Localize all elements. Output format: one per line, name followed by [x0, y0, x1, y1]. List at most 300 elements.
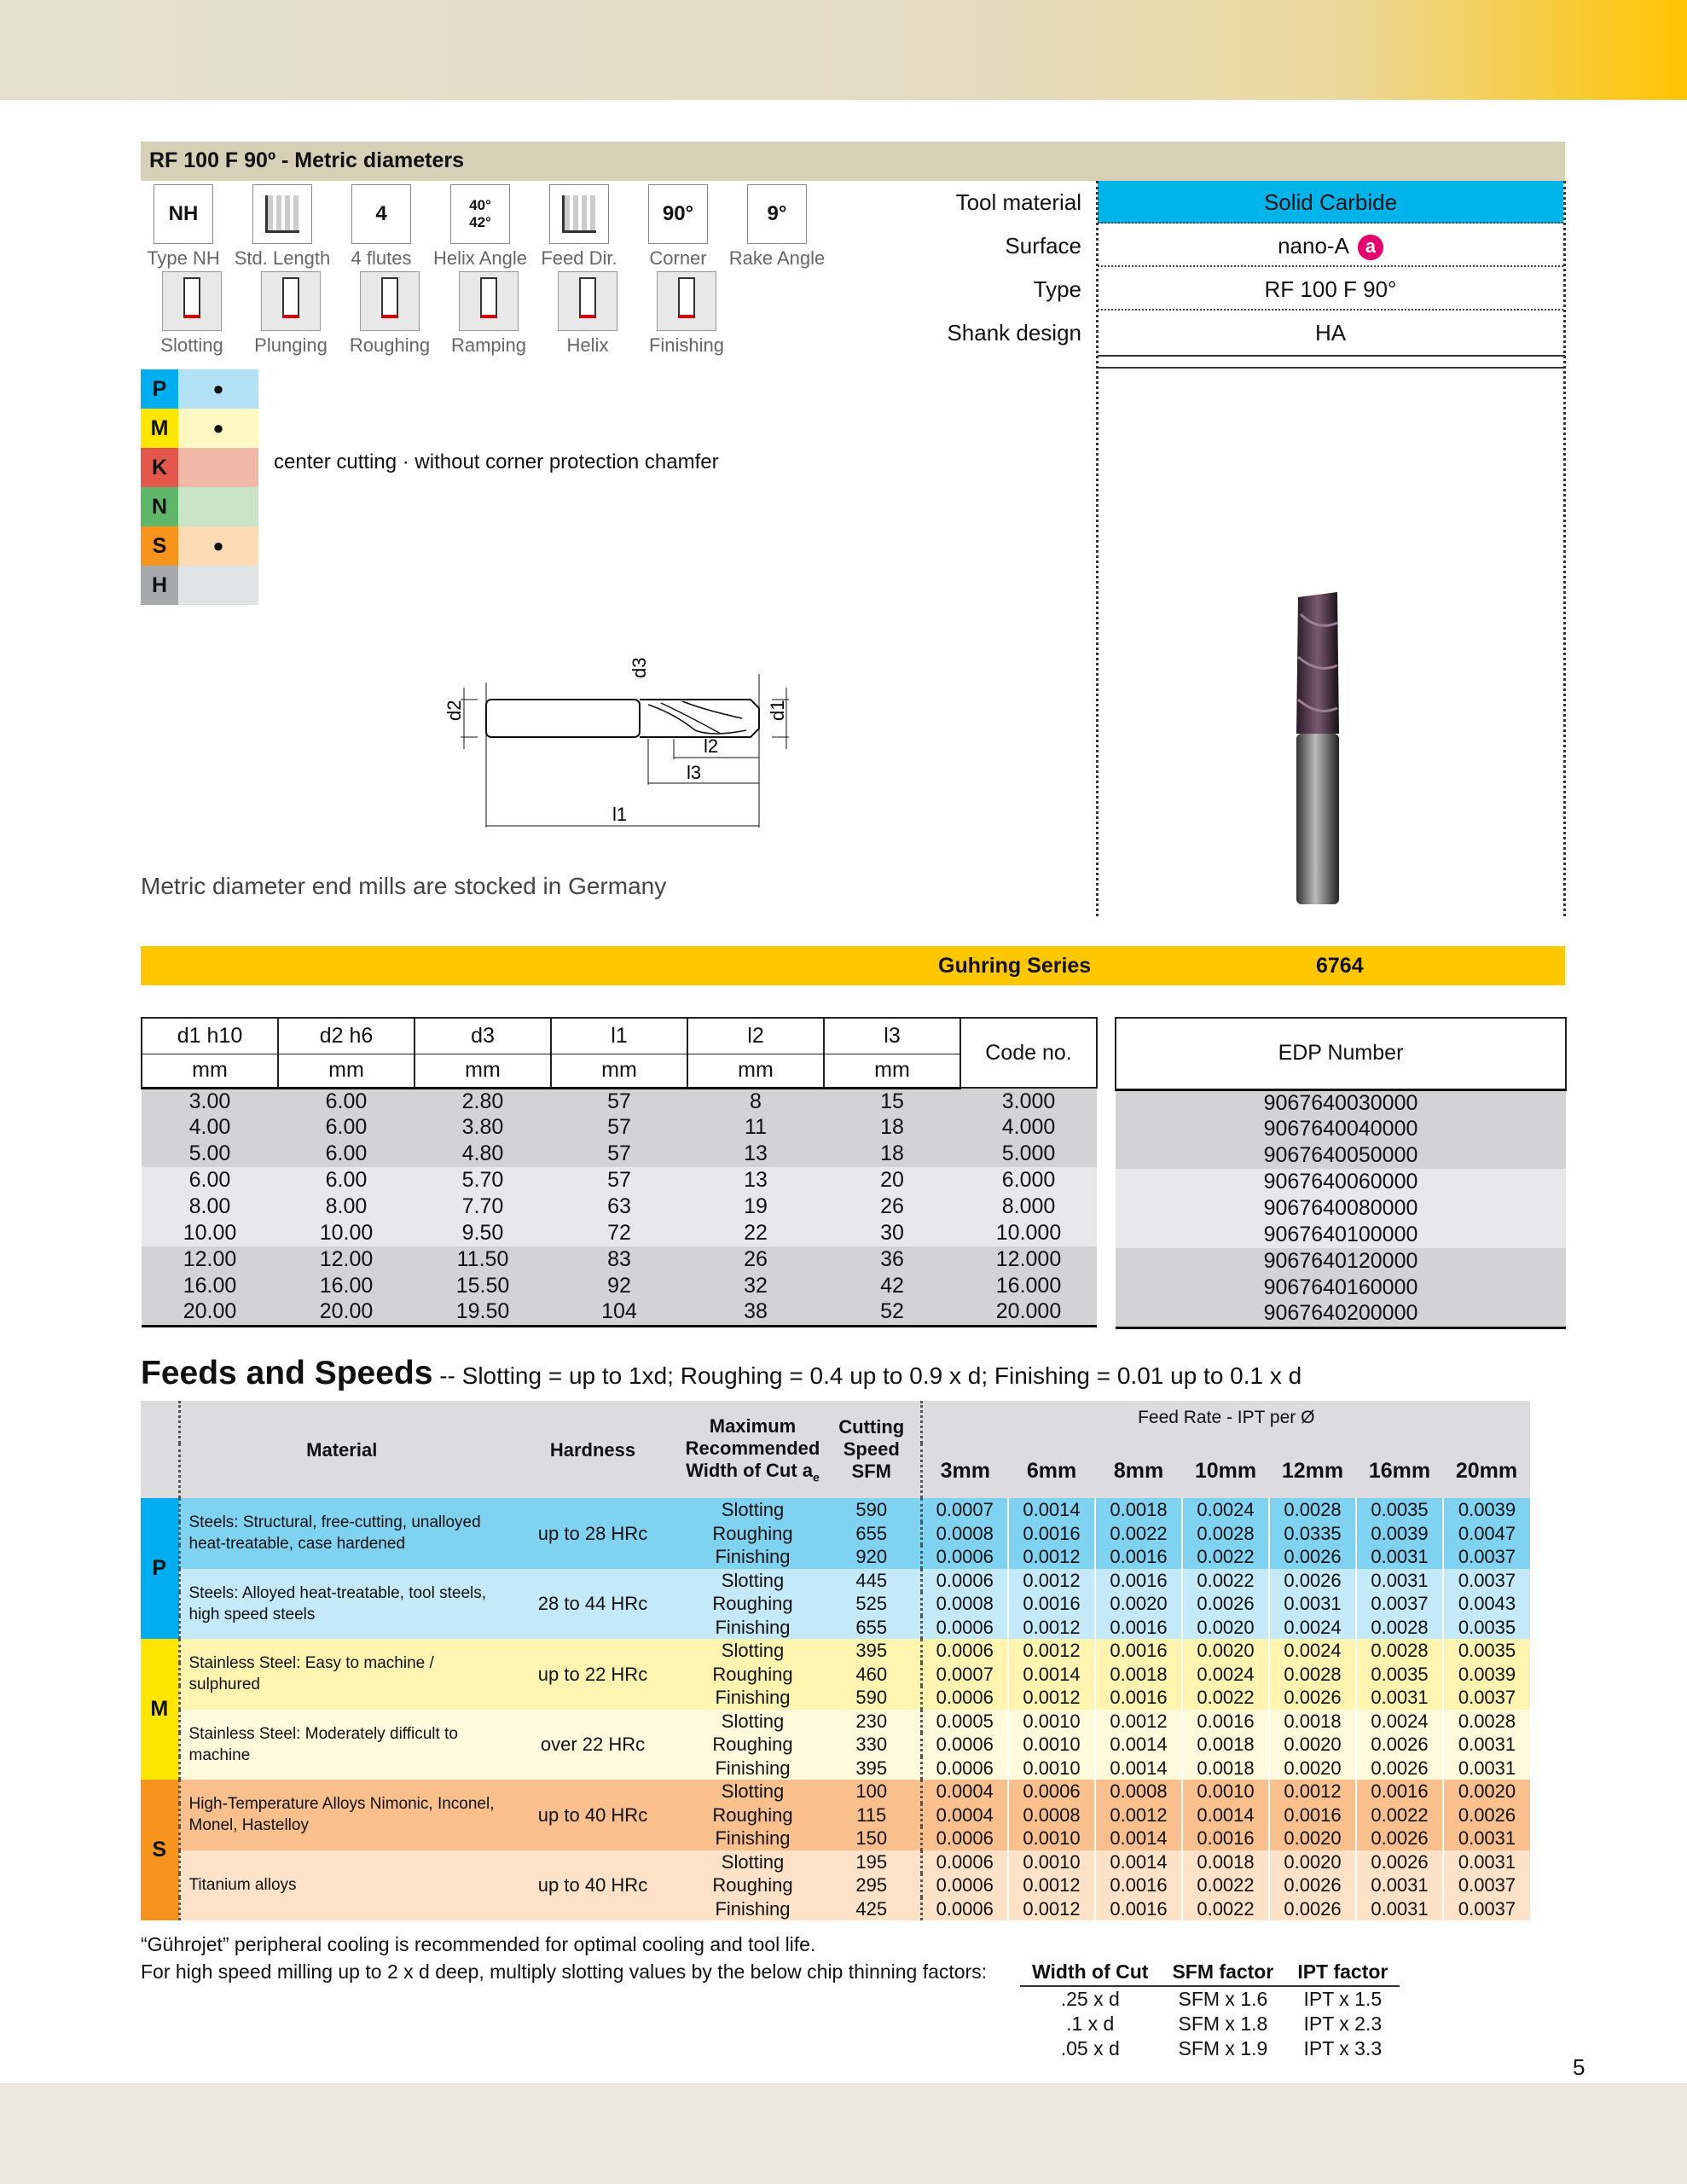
ipt-cell: 0.0012 — [1269, 1780, 1356, 1804]
ipt-cell: 0.0024 — [1182, 1663, 1269, 1687]
ipt-cell: 0.0028 — [1182, 1522, 1269, 1546]
width-header — [682, 1401, 823, 1498]
dims-row — [142, 1114, 1097, 1141]
dims-cell: 38 — [687, 1299, 824, 1326]
dims-cell: 42 — [880, 1274, 904, 1298]
ipt-cell: 0.0006 — [921, 1686, 1008, 1710]
dims-row — [142, 1220, 1097, 1246]
dims-row — [142, 1167, 1097, 1194]
operation-label: Slotting — [160, 334, 223, 356]
spec-value — [1098, 181, 1563, 224]
ipt-cell: 0.0026 — [1269, 1569, 1356, 1593]
dims-row — [142, 1299, 1097, 1326]
ipt-cell: 0.0012 — [1095, 1804, 1182, 1827]
dims-cell: 18 — [880, 1141, 904, 1165]
bottom-band — [0, 2083, 1687, 2184]
ipt-cell: 0.0024 — [1269, 1616, 1356, 1640]
ipt-cell: 0.0031 — [1356, 1686, 1443, 1710]
dims-cell: 5.000 — [1001, 1141, 1056, 1165]
feature-icon-glyph: 4 — [351, 184, 411, 244]
page-number: 5 — [1573, 2054, 1586, 2080]
ipt-cell: 0.0043 — [1443, 1592, 1530, 1616]
chip-cell: .1 x d — [1066, 2013, 1115, 2035]
edp-header: EDP Number — [1116, 1018, 1566, 1089]
ipt-cell: 0.0006 — [921, 1616, 1008, 1640]
sfm-cell: 395 — [855, 1640, 888, 1662]
ipt-cell: 0.0026 — [1356, 1757, 1443, 1780]
diameter-header: 20mm — [1443, 1443, 1530, 1498]
ipt-cell: 0.0016 — [1008, 1522, 1095, 1546]
operation-cell: Slotting — [721, 1569, 785, 1591]
ipt-cell: 0.0024 — [1182, 1498, 1269, 1522]
feature-icon-label: Corner — [649, 247, 707, 269]
ipt-cell: 0.0018 — [1182, 1850, 1269, 1874]
spec-label: Surface — [1005, 233, 1081, 258]
operation-tool-art — [282, 277, 299, 318]
chip-header-row — [1020, 1959, 1400, 1986]
ipt-cell: 0.0020 — [1269, 1827, 1356, 1850]
dims-cell: 30 — [880, 1221, 904, 1245]
sfm-cell: 150 — [855, 1827, 888, 1850]
code-header: Code no. — [960, 1018, 1097, 1088]
operation-icon-art — [261, 271, 321, 331]
edp-row — [1116, 1195, 1566, 1222]
dims-cell: 6.00 — [325, 1168, 368, 1192]
feature-icon-label: Feed Dir. — [541, 247, 617, 269]
dims-cell: 63 — [607, 1194, 631, 1218]
chip-cell: IPT x 1.5 — [1303, 1988, 1383, 2010]
sfm-cell: 295 — [855, 1874, 888, 1896]
edp-header-row — [1116, 1018, 1566, 1089]
diameter-header: 16mm — [1356, 1443, 1443, 1498]
dims-cell: 3.00 — [188, 1089, 231, 1113]
sfm-cell: 655 — [855, 1616, 888, 1638]
ipt-cell: 0.0026 — [1269, 1545, 1356, 1569]
ipt-cell: 0.0016 — [1182, 1827, 1269, 1850]
dims-cell: 57 — [607, 1115, 631, 1139]
operation-cell: Slotting — [721, 1640, 785, 1662]
edp-row — [1116, 1222, 1566, 1248]
ipt-cell: 0.0007 — [921, 1498, 1008, 1522]
ipt-cell: 0.0016 — [1269, 1804, 1356, 1827]
ipt-cell: 0.0028 — [1356, 1616, 1443, 1640]
ipt-cell: 0.0047 — [1443, 1522, 1530, 1546]
chip-cell: SFM x 1.9 — [1178, 2037, 1268, 2059]
operation-label: Plunging — [254, 334, 328, 356]
edp-cell: 9067640100000 — [1263, 1223, 1418, 1246]
ipt-cell: 0.0006 — [1008, 1780, 1095, 1804]
page-title: RF 100 F 90º - Metric diameters — [141, 142, 1565, 181]
material-name: Steels: Alloyed heat-treatable, tool steels, high speed steels — [179, 1569, 503, 1640]
ipt-cell: 0.0014 — [1095, 1827, 1182, 1850]
sfm-cell: 445 — [855, 1569, 888, 1591]
d2-label: d2 — [443, 700, 465, 721]
dims-cell: 12.000 — [995, 1247, 1062, 1271]
ipt-cell: 0.0004 — [921, 1780, 1008, 1804]
operation-icon-helix — [558, 271, 617, 331]
spec-rule — [1098, 355, 1565, 357]
ipt-cell: 0.0014 — [1008, 1498, 1095, 1522]
material-row-h — [141, 566, 258, 605]
sfm-cell: 460 — [855, 1663, 888, 1685]
dims-cell: 36 — [880, 1247, 904, 1271]
operation-icon-roughing — [360, 271, 420, 331]
feeds-heading — [141, 1355, 1301, 1392]
operation-cell: Roughing — [712, 1522, 793, 1544]
dims-cell: 20.00 — [278, 1299, 415, 1326]
edp-cell: 9067640160000 — [1263, 1275, 1418, 1299]
ipt-cell: 0.0026 — [1356, 1850, 1443, 1874]
ipt-cell: 0.0037 — [1443, 1897, 1530, 1921]
dims-header: l2 — [687, 1018, 824, 1054]
material-name: High-Temperature Alloys Nimonic, Inconel, Monel, Hastelloy — [179, 1780, 503, 1850]
ipt-cell: 0.0006 — [921, 1873, 1008, 1897]
dims-cell: 3.80 — [461, 1115, 504, 1139]
ipt-cell: 0.0012 — [1095, 1710, 1182, 1734]
dims-cell: 19 — [744, 1194, 768, 1218]
feed-header: Feed Rate - IPT per Ø — [921, 1401, 1530, 1443]
ipt-cell: 0.0008 — [921, 1522, 1008, 1546]
dims-cell: 20 — [880, 1168, 904, 1192]
diameter-header: 12mm — [1269, 1443, 1356, 1498]
operation-cell: Finishing — [715, 1897, 791, 1920]
ipt-cell: 0.0035 — [1443, 1639, 1530, 1663]
ipt-cell: 0.0005 — [921, 1710, 1008, 1734]
sfm-cell: 395 — [855, 1757, 888, 1779]
l3-label: l3 — [687, 762, 702, 783]
dims-unit: mm — [142, 1054, 278, 1088]
ipt-cell: 0.0037 — [1443, 1569, 1530, 1593]
top-band — [0, 0, 1687, 100]
material-letter: N — [141, 487, 178, 526]
spec-value-text: Solid Carbide — [1263, 189, 1398, 215]
sfm-cell: 920 — [855, 1546, 888, 1568]
ipt-cell: 0.0031 — [1443, 1850, 1530, 1874]
operation-label: Roughing — [349, 334, 431, 356]
d3-label: d3 — [629, 657, 650, 678]
sfm-cell: 330 — [855, 1734, 888, 1756]
chip-cell: .25 x d — [1060, 1988, 1120, 2010]
chip-row — [1020, 2036, 1400, 2061]
ipt-cell: 0.0022 — [1182, 1545, 1269, 1569]
ipt-cell: 0.0012 — [1008, 1639, 1095, 1663]
ipt-cell: 0.0014 — [1095, 1757, 1182, 1780]
ipt-cell: 0.0014 — [1008, 1663, 1095, 1687]
ipt-cell: 0.0008 — [921, 1592, 1008, 1616]
dims-cell: 11.50 — [456, 1247, 509, 1271]
ipt-cell: 0.0010 — [1008, 1733, 1095, 1757]
chip-row — [1020, 1986, 1400, 2012]
dims-cell: 4.00 — [188, 1115, 231, 1139]
ipt-cell: 0.0012 — [1008, 1873, 1095, 1897]
feature-icon-label: Std. Length — [234, 247, 331, 269]
material-row-p — [141, 369, 258, 409]
ipt-cell: 0.0026 — [1269, 1686, 1356, 1710]
dims-cell: 57 — [607, 1089, 631, 1113]
dims-header: l1 — [551, 1018, 687, 1054]
dims-cell: 19.50 — [415, 1299, 551, 1326]
feeds-row — [141, 1710, 1530, 1734]
ipt-cell: 0.0016 — [1095, 1639, 1182, 1663]
dims-cell: 15 — [880, 1089, 904, 1113]
stock-note: Metric diameter end mills are stocked in Germany — [141, 873, 667, 899]
material-letter: S — [141, 526, 178, 566]
dims-cell: 11 — [745, 1115, 767, 1139]
dims-cell: 20.00 — [142, 1299, 278, 1326]
ipt-cell: 0.0039 — [1443, 1663, 1530, 1687]
ipt-cell: 0.0012 — [1008, 1569, 1095, 1593]
spec-rule-2 — [1098, 367, 1565, 369]
dims-cell: 6.00 — [325, 1089, 368, 1113]
feeds-row — [141, 1498, 1530, 1522]
operation-tool-art — [183, 277, 200, 318]
spec-label: Type — [1033, 276, 1081, 302]
dims-cell: 52 — [824, 1299, 960, 1326]
feature-icon-label: Helix Angle — [432, 247, 528, 269]
material-name: Steels: Structural, free-cutting, unalloyed heat-treatable, case hardened — [179, 1498, 503, 1569]
dims-cell: 10.00 — [183, 1221, 237, 1245]
spec-label: Shank design — [947, 320, 1081, 346]
ipt-cell: 0.0031 — [1443, 1733, 1530, 1757]
dims-row — [142, 1273, 1097, 1299]
ipt-cell: 0.0018 — [1182, 1733, 1269, 1757]
feature-icon-label: 4 flutes — [351, 247, 412, 269]
ipt-cell: 0.0016 — [1356, 1780, 1443, 1804]
ipt-cell: 0.0022 — [1356, 1804, 1443, 1827]
group-letter: P — [141, 1498, 179, 1639]
edp-row — [1116, 1116, 1566, 1142]
feature-icon-glyph: 40° 42° — [450, 184, 510, 244]
ipt-cell: 0.0020 — [1269, 1850, 1356, 1874]
material-letter: M — [141, 409, 178, 448]
ipt-cell: 0.0006 — [921, 1733, 1008, 1757]
dims-cell: 7.70 — [461, 1194, 504, 1218]
dims-cell: 8.00 — [188, 1194, 231, 1218]
edp-row — [1116, 1301, 1566, 1327]
dims-header-row — [142, 1018, 1097, 1054]
dims-cell: 104 — [551, 1299, 687, 1326]
ipt-cell: 0.0010 — [1008, 1827, 1095, 1850]
feature-icon-glyph — [252, 184, 312, 244]
material-dot — [178, 487, 258, 526]
l1-label: l1 — [612, 804, 628, 825]
series-label: Guhring Series — [938, 954, 1092, 978]
feeds-row — [141, 1850, 1530, 1874]
ipt-cell: 0.0022 — [1182, 1569, 1269, 1593]
sfm-cell: 425 — [855, 1897, 888, 1920]
ipt-cell: 0.0018 — [1095, 1663, 1182, 1687]
dims-cell: 57 — [607, 1141, 631, 1165]
width-header-sub: e — [813, 1470, 820, 1484]
ipt-cell: 0.0006 — [921, 1757, 1008, 1780]
ipt-cell: 0.0028 — [1269, 1498, 1356, 1522]
ipt-cell: 0.0016 — [1008, 1592, 1095, 1616]
ipt-cell: 0.0020 — [1269, 1733, 1356, 1757]
chip-header: Width of Cut — [1020, 1959, 1160, 1986]
feeds-row — [141, 1569, 1530, 1593]
operation-icon-slotting — [162, 271, 222, 331]
dims-header: d1 h10 — [142, 1018, 278, 1054]
material-row-s — [141, 526, 258, 566]
material-row-n — [141, 487, 258, 526]
dims-cell: 92 — [607, 1274, 631, 1298]
dims-cell: 8.000 — [1001, 1194, 1056, 1218]
material-letter: K — [141, 448, 178, 487]
dims-cell: 57 — [607, 1168, 631, 1192]
dims-cell: 2.80 — [461, 1089, 504, 1113]
ipt-cell: 0.0014 — [1182, 1804, 1269, 1827]
ipt-cell: 0.0004 — [921, 1804, 1008, 1827]
diameter-header: 10mm — [1182, 1443, 1269, 1498]
l2-label: l2 — [704, 735, 719, 757]
edp-row — [1116, 1248, 1566, 1275]
material-hardness: over 22 HRc — [540, 1734, 646, 1756]
dims-cell: 8 — [750, 1089, 762, 1113]
material-header: Material — [179, 1401, 503, 1498]
ipt-cell: 0.0037 — [1443, 1873, 1530, 1897]
edp-cell: 9067640080000 — [1263, 1196, 1418, 1220]
material-hardness: up to 40 HRc — [537, 1804, 648, 1826]
tool-drawing — [426, 657, 819, 836]
dims-cell: 4.80 — [461, 1141, 504, 1165]
ipt-cell: 0.0020 — [1269, 1757, 1356, 1780]
spec-value — [1098, 268, 1563, 311]
operation-icon-ramping — [459, 271, 519, 331]
chip-cell: SFM x 1.6 — [1178, 1988, 1268, 2010]
ipt-cell: 0.0014 — [1095, 1850, 1182, 1874]
group-header — [141, 1401, 179, 1498]
ipt-cell: 0.0037 — [1356, 1592, 1443, 1616]
ipt-cell: 0.0039 — [1443, 1498, 1530, 1522]
dims-cell: 83 — [607, 1247, 631, 1271]
ipt-cell: 0.0012 — [1008, 1616, 1095, 1640]
dims-cell: 5.00 — [188, 1141, 231, 1165]
ipt-cell: 0.0006 — [921, 1545, 1008, 1569]
ipt-cell: 0.0031 — [1356, 1545, 1443, 1569]
dims-unit: mm — [278, 1054, 415, 1088]
dims-cell: 10.000 — [995, 1221, 1062, 1245]
operation-cell: Finishing — [715, 1687, 791, 1709]
material-hardness: up to 28 HRc — [537, 1522, 648, 1544]
ipt-cell: 0.0028 — [1269, 1663, 1356, 1687]
operation-cell: Roughing — [712, 1804, 793, 1826]
chip-header: IPT factor — [1285, 1959, 1400, 1986]
spec-value-text: nano-A — [1278, 233, 1349, 258]
ipt-cell: 0.0020 — [1095, 1592, 1182, 1616]
ipt-cell: 0.0010 — [1008, 1710, 1095, 1734]
group-letter: S — [141, 1780, 179, 1920]
operation-label: Ramping — [450, 334, 527, 356]
dims-cell: 22 — [744, 1221, 768, 1245]
operation-cell: Roughing — [712, 1734, 793, 1756]
operation-label: Helix — [566, 334, 609, 356]
ipt-cell: 0.0016 — [1095, 1616, 1182, 1640]
ipt-cell: 0.0035 — [1356, 1498, 1443, 1522]
edp-row — [1116, 1275, 1566, 1301]
ipt-cell: 0.0020 — [1443, 1780, 1530, 1804]
nano-a-badge: a — [1358, 235, 1383, 260]
dims-cell: 6.000 — [1001, 1168, 1056, 1192]
material-hardness: up to 40 HRc — [537, 1874, 648, 1896]
feature-icon-art — [562, 195, 596, 233]
operation-cell: Slotting — [721, 1499, 785, 1521]
ipt-cell: 0.0026 — [1356, 1827, 1443, 1850]
ipt-cell: 0.0016 — [1095, 1873, 1182, 1897]
dims-cell: 12.00 — [183, 1247, 237, 1271]
ipt-cell: 0.0026 — [1269, 1897, 1356, 1921]
dims-cell: 3.000 — [1001, 1089, 1056, 1113]
operation-icon-art — [459, 271, 519, 331]
spec-label: Tool material — [955, 189, 1081, 215]
ipt-cell: 0.0031 — [1356, 1873, 1443, 1897]
ipt-cell: 0.0006 — [921, 1639, 1008, 1663]
dims-cell: 6.00 — [325, 1115, 368, 1139]
dims-cell: 6.00 — [325, 1141, 368, 1165]
ipt-cell: 0.0006 — [921, 1827, 1008, 1850]
operation-cell: Finishing — [715, 1546, 791, 1568]
speed-header: Cutting Speed SFM — [823, 1401, 921, 1498]
ipt-cell: 0.0022 — [1095, 1522, 1182, 1546]
ipt-cell: 0.0012 — [1008, 1897, 1095, 1921]
spec-value-text: RF 100 F 90° — [1264, 276, 1397, 302]
ipt-cell: 0.0028 — [1356, 1639, 1443, 1663]
operation-cell: Roughing — [712, 1593, 793, 1615]
feeds-title: Feeds and Speeds — [141, 1355, 433, 1391]
chip-cell: IPT x 2.3 — [1303, 2013, 1383, 2035]
ipt-cell: 0.0016 — [1095, 1686, 1182, 1710]
ipt-cell: 0.0010 — [1182, 1780, 1269, 1804]
ipt-cell: 0.0018 — [1182, 1757, 1269, 1780]
dims-cell: 5.70 — [461, 1168, 504, 1192]
operation-icon-art — [558, 271, 617, 331]
material-hardness: up to 22 HRc — [537, 1663, 648, 1685]
feature-icon-glyph: 90° — [648, 184, 708, 244]
feature-icon-art — [265, 195, 299, 233]
dims-cell: 16.00 — [183, 1274, 237, 1298]
dims-cell: 13 — [744, 1168, 768, 1192]
chip-cell: .05 x d — [1060, 2037, 1120, 2059]
operation-cell: Slotting — [721, 1850, 785, 1873]
dims-row — [142, 1141, 1097, 1167]
feature-icon-0 — [154, 184, 213, 244]
dims-header: d2 h6 — [278, 1018, 415, 1054]
ipt-cell: 0.0014 — [1095, 1733, 1182, 1757]
sfm-cell: 195 — [855, 1850, 888, 1873]
dims-cell: 4.000 — [1001, 1115, 1056, 1139]
material-name: Stainless Steel: Easy to machine / sulphured — [179, 1639, 503, 1710]
d1-label: d1 — [767, 700, 788, 721]
spec-divider — [1096, 181, 1099, 916]
dims-cell: 32 — [744, 1274, 768, 1298]
material-row-m — [141, 409, 258, 448]
ipt-cell: 0.0010 — [1008, 1757, 1095, 1780]
sfm-cell: 230 — [855, 1710, 888, 1732]
material-letter: P — [141, 369, 178, 409]
chip-thinning-table — [1020, 1959, 1400, 2061]
ipt-cell: 0.0022 — [1182, 1686, 1269, 1710]
dims-cell: 26 — [880, 1194, 904, 1218]
sfm-cell: 100 — [855, 1780, 888, 1803]
diameter-header: 6mm — [1008, 1443, 1095, 1498]
edp-cell: 9067640120000 — [1263, 1249, 1418, 1273]
ipt-cell: 0.0018 — [1095, 1498, 1182, 1522]
dims-cell: 20.000 — [960, 1299, 1097, 1326]
ipt-cell: 0.0016 — [1095, 1545, 1182, 1569]
operation-label: Finishing — [648, 334, 725, 356]
sfm-cell: 590 — [855, 1499, 888, 1521]
operation-icon-art — [360, 271, 420, 331]
operation-cell: Slotting — [721, 1710, 785, 1732]
